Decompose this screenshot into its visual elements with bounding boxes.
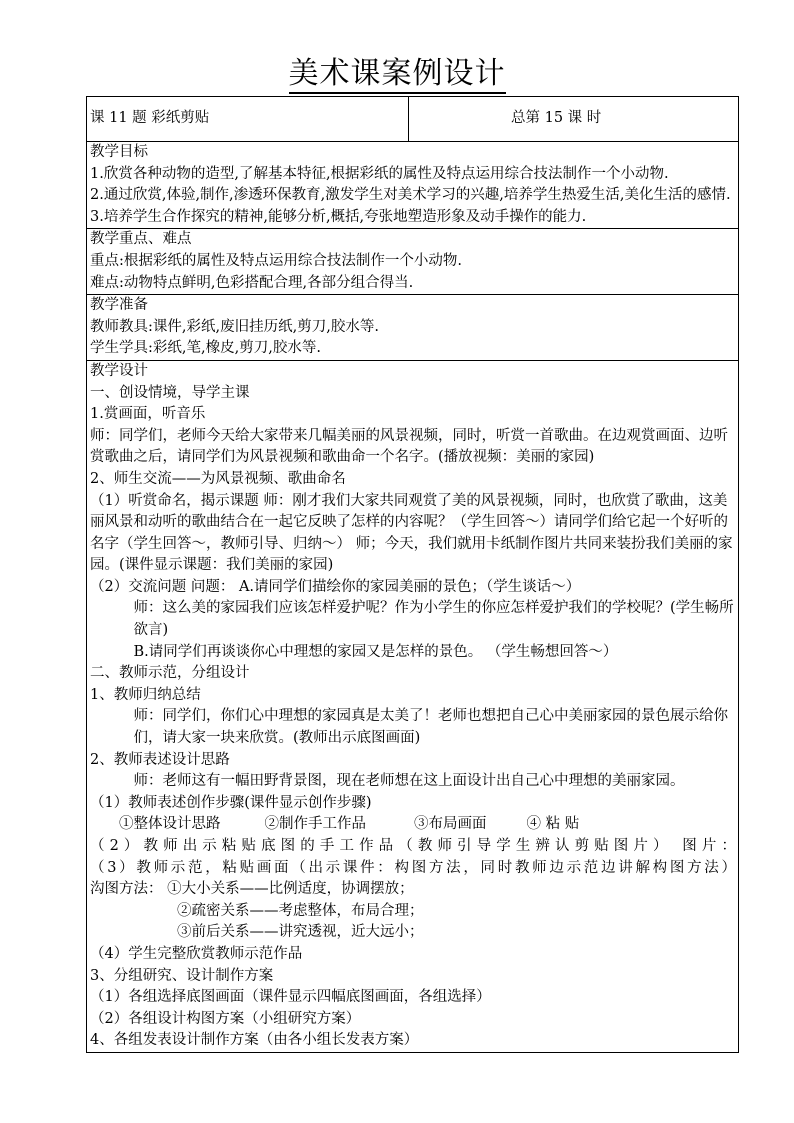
prep-line: 教师教具:课件,彩纸,废旧挂历纸,剪刀,胶水等.	[90, 318, 379, 335]
design-line: B.请同学们再谈谈你心中理想的家园又是怎样的景色。 （学生畅想回答～）	[133, 643, 618, 660]
step-item: ①整体设计思路	[119, 816, 221, 833]
design-line: 师：同学们，老师今天给大家带来几幅美丽的风景视频，同时，听赏一首歌曲。在边观赏画面、边听赏歌曲之后，请同学们为风景视频和歌曲命一个名字。(播放视频：美丽的家园)	[90, 427, 728, 466]
design-line: （3）教师示范，粘贴画面（出示课件：构图方法，同时教师边示范边讲解构图方法）	[90, 859, 736, 876]
goals-line: 3.培养学生合作探究的精神,能够分析,概括,夸张地塑造形象及动手操作的能力.	[90, 208, 587, 225]
prep-section	[87, 295, 739, 361]
design-line: 沟图方法： ①大小关系——比例适度，协调摆放；	[90, 881, 414, 898]
design-line: 1、教师归纳总结	[90, 686, 201, 703]
keys-heading: 教学重点、难点	[90, 231, 192, 248]
keys-line: 难点:动物特点鲜明,色彩搭配合理,各部分组合得当.	[90, 274, 414, 291]
design-line: （1）教师表述创作步骤(课件显示创作步骤)	[90, 794, 372, 811]
keys-section	[87, 229, 739, 295]
lesson-topic-cell: 课 11 题 彩纸剪贴	[87, 97, 409, 142]
design-line: ②疏密关系——考虑整体，布局合理；	[177, 902, 424, 919]
prep-heading: 教学准备	[90, 297, 148, 314]
design-line: 4、各组发表设计制作方案（由各小组长发表方案）	[90, 1032, 419, 1049]
design-row	[87, 360, 739, 1052]
total-lesson-cell: 总第 15 课 时	[409, 97, 739, 142]
design-section	[87, 360, 739, 1052]
design-heading: 教学设计	[90, 362, 148, 379]
goals-line: 1.欣赏各种动物的造型,了解基本特征,根据彩纸的属性及特点运用综合技法制作一个小动物.	[90, 165, 669, 182]
step-item: ②制作手工作品	[264, 816, 366, 833]
page-title-wrap	[0, 56, 794, 92]
goals-section	[87, 142, 739, 229]
keys-row	[87, 229, 739, 295]
design-line: 2、教师表述设计思路	[90, 751, 230, 768]
design-line: （2）交流问题 问题： A.请同学们描绘你的家园美丽的景色；（学生谈话～）	[90, 578, 581, 595]
design-line: 2、师生交流——为风景视频、歌曲命名	[90, 470, 346, 487]
design-line: （1）各组选择底图画面（课件显示四幅底图画面，各组选择）	[90, 989, 491, 1006]
step-item: ③布局画面	[414, 816, 487, 833]
design-line: （2）各组设计构图方案（小组研究方案）	[90, 1010, 361, 1027]
keys-line: 重点:根据彩纸的属性及特点运用综合技法制作一个小动物.	[90, 252, 462, 269]
steps-line	[90, 814, 736, 836]
design-line: 二、教师示范，分组设计	[90, 665, 250, 682]
design-line: （4）学生完整欣赏教师示范作品	[90, 945, 303, 962]
design-line: 1.赏画面，听音乐	[90, 406, 206, 423]
design-line: （1）听赏命名，揭示课题 师：刚才我们大家共同观赏了美的风景视频，同时，也欣赏了歌曲，这美丽风景和动听的歌曲结合在一起它反映了怎样的内容呢？（学生回答～）请同学们给它起一个好听的名字（学生回答～，教师引导、归纳～） 师；今天，我们就用卡纸制作图片共同来装扮我们美丽的家园。(课件显示课题：我们美丽的家园)	[90, 492, 733, 574]
prep-line: 学生学具:彩纸,笔,橡皮,剪刀,胶水等.	[90, 340, 321, 357]
header-row	[87, 97, 739, 142]
design-line: （2）教师出示粘贴底图的手工作品（教师引导学生辨认剪贴图片） 图片：	[90, 838, 736, 854]
design-line: 一、创设情境，导学主课	[90, 384, 250, 401]
step-item: ④ 粘 贴	[526, 816, 580, 833]
goals-heading: 教学目标	[90, 144, 148, 160]
design-line: 师：同学们，你们心中理想的家园真是太美了！老师也想把自己心中美丽家园的景色展示给你们，请大家一块来欣赏。(教师出示底图画面)	[133, 708, 728, 747]
prep-row	[87, 295, 739, 361]
goals-line: 2.通过欣赏,体验,制作,渗透环保教育,激发学生对美术学习的兴趣,培养学生热爱生活,美化生活的感情.	[90, 187, 731, 204]
lesson-plan-table	[86, 96, 739, 1053]
design-line: ③前后关系——讲究透视，近大远小；	[177, 924, 424, 941]
design-line: 师：这么美的家园我们应该怎样爱护呢？作为小学生的你应怎样爱护我们的学校呢？(学生畅所欲言)	[133, 600, 734, 639]
goals-row	[87, 142, 739, 229]
design-line: 3、分组研究、设计制作方案	[90, 967, 274, 984]
page-title: 美术课案例设计	[289, 56, 506, 94]
design-line: 师：老师这有一幅田野背景图，现在老师想在这上面设计出自己心中理想的美丽家园。	[133, 773, 685, 790]
